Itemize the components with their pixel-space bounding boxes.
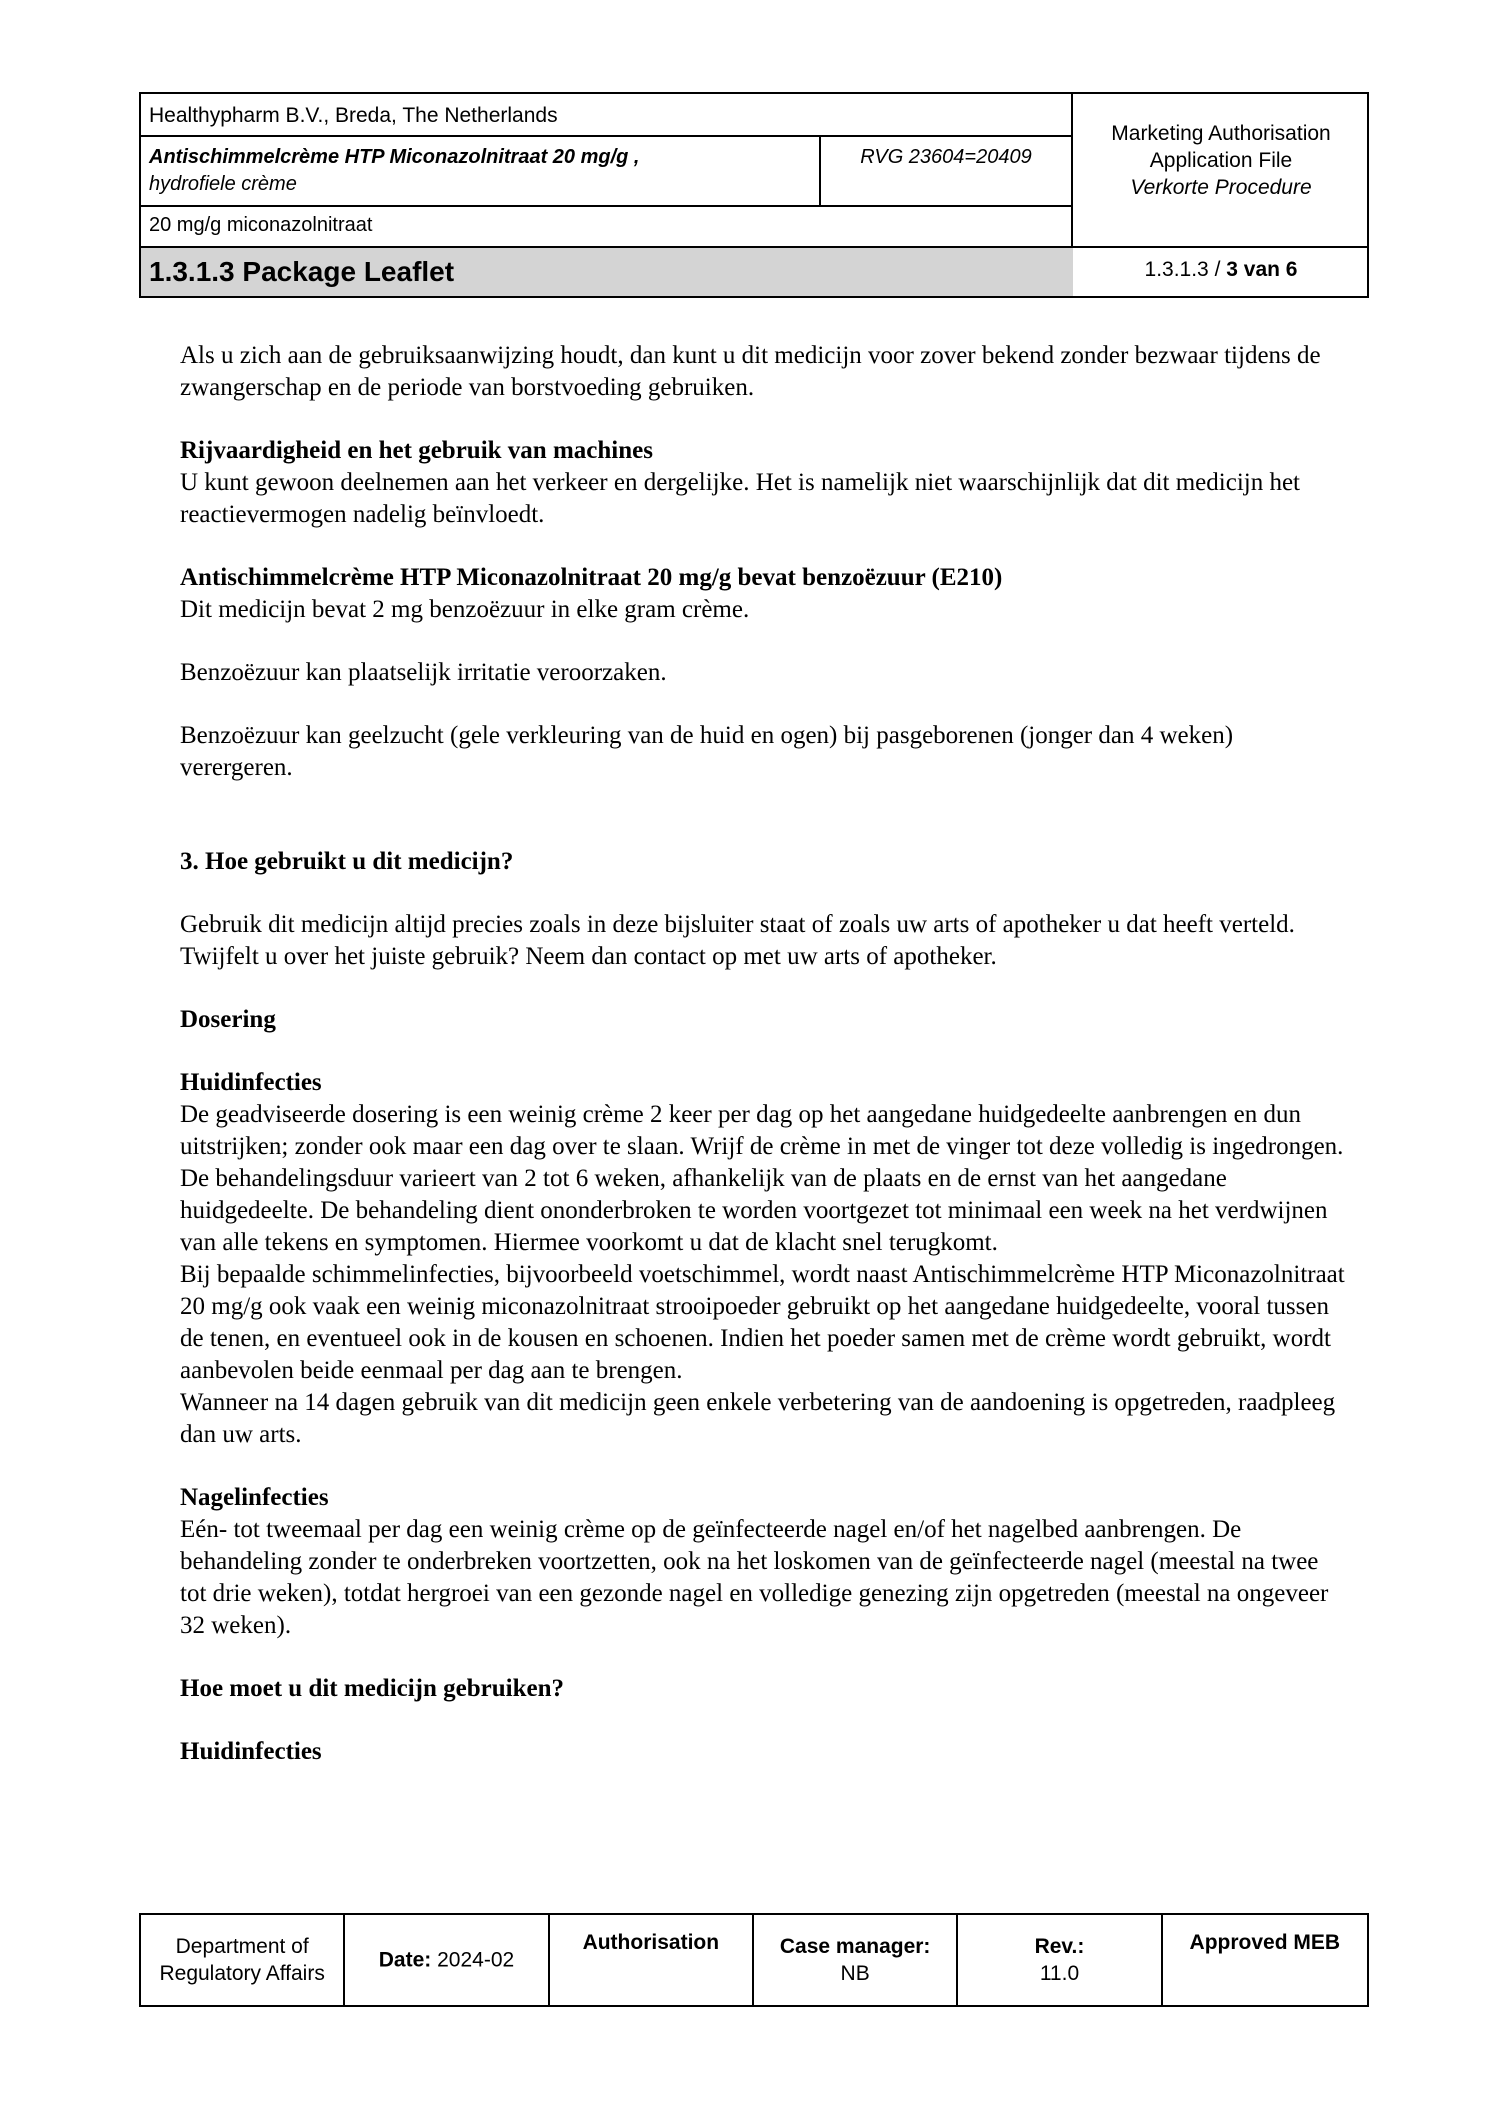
ma-application-block (1075, 120, 1367, 201)
header-divider-1 (141, 135, 1071, 137)
heading-section-3: 3. Hoe gebruikt u dit medicijn? (180, 848, 514, 875)
paragraph-driving: U kunt gewoon deelnemen aan het verkeer en dergelijke. Het is namelijk niet waarschijnlijk dat dit medicijn het reactievermogen nadelig beïnvloedt. (180, 469, 1301, 528)
paragraph-huid-1: De geadviseerde dosering is een weinig crème 2 keer per dag op het aangedane huidgedeelte aanbrengen en dun uitstrijken; zonder ook maar een dag over te slaan. Wrijf de crème in met de vinger tot deze volledig is ingedrongen. De behandelingsduur varieert van 2 tot 6 weken, afhankelijk van de plaats en de ernst van het aangedane huidgedeelte. De behandeling dient ononderbroken te worden voortgezet tot minimaal een week na het verdwijnen van alle tekens en symptomen. Hiermee voorkomt u dat de klacht snel terugkomt. (180, 1101, 1344, 1256)
revision-label: Rev.: (1034, 1935, 1085, 1958)
date-label: Date: (378, 1948, 432, 1972)
footer-revision (958, 1915, 1162, 2005)
page-number: 3 van 6 (1226, 258, 1298, 281)
paragraph-nagel: Eén- tot tweemaal per dag een weinig crème op de geïnfecteerde nagel en/of het nagelbed aanbrengen. De behandeling zonder te onderbreken voortzetten, ook na het loskomen van de geïnfecteerde nagel (meestal na twee tot drie weken), totdat hergroei van een gezonde nagel en volledige genezing zijn opgetreden (meestal na ongeveer 32 weken). (180, 1516, 1329, 1639)
company-name: Healthypharm B.V., Breda, The Netherlands (149, 104, 558, 127)
header-divider-2 (141, 205, 1071, 207)
paragraph-benzoic-3: Benzoëzuur kan geelzucht (gele verkleuring van de huid en ogen) bij pasgeborenen (jonger dan 4 weken) verergeren. (180, 722, 1234, 781)
footer-approved (1163, 1915, 1367, 2005)
section-title: 1.3.1.3 Package Leaflet (149, 256, 455, 287)
department-line-2: Regulatory Affairs (159, 1962, 325, 1985)
page-ref-code: 1.3.1.3 / (1144, 258, 1221, 281)
rvg-number: RVG 23604=20409 (860, 146, 1032, 168)
ma-line-1: Marketing Authorisation (1111, 122, 1331, 145)
heading-dosering: Dosering (180, 1006, 276, 1033)
footer-authorisation (550, 1915, 754, 2005)
product-strength: 20 mg/g miconazolnitraat (149, 214, 373, 236)
heading-nagelinfecties: Nagelinfecties (180, 1484, 329, 1511)
revision-value: 11.0 (1039, 1962, 1080, 1985)
date-value: 2024-02 (437, 1948, 515, 1972)
heading-huidinfecties-2: Huidinfecties (180, 1738, 322, 1765)
footer-department (141, 1915, 345, 2005)
paragraph-benzoic-1: Dit medicijn bevat 2 mg benzoëzuur in elke gram crème. (180, 596, 750, 623)
case-manager-label: Case manager: (779, 1935, 931, 1958)
leaflet-body (180, 340, 1350, 1768)
approved-label: Approved MEB (1189, 1931, 1341, 1954)
ma-line-3: Verkorte Procedure (1130, 176, 1312, 199)
case-manager-value: NB (840, 1962, 870, 1985)
product-form: hydrofiele crème (149, 173, 297, 195)
paragraph-pregnancy: Als u zich aan de gebruiksaanwijzing houdt, dan kunt u dit medicijn voor zover bekend zonder bezwaar tijdens de zwangerschap en de periode van borstvoeding gebruiken. (180, 342, 1321, 401)
footer-table (139, 1913, 1369, 2007)
page-reference (1075, 258, 1367, 282)
heading-huidinfecties: Huidinfecties (180, 1069, 322, 1096)
heading-hoe-gebruiken: Hoe moet u dit medicijn gebruiken? (180, 1675, 565, 1702)
paragraph-huid-3: Wanneer na 14 dagen gebruik van dit medicijn geen enkele verbetering van de aandoening is opgetreden, raadpleeg dan uw arts. (180, 1389, 1336, 1448)
ma-line-2: Application File (1149, 149, 1293, 172)
paragraph-section-3: Gebruik dit medicijn altijd precies zoals in deze bijsluiter staat of zoals uw arts of apotheker u dat heeft verteld. Twijfelt u over het juiste gebruik? Neem dan contact op met uw arts of apotheker. (180, 911, 1295, 970)
footer-case-manager (754, 1915, 958, 2005)
paragraph-huid-2: Bij bepaalde schimmelinfecties, bijvoorbeeld voetschimmel, wordt naast Antischimmelcrème HTP Miconazolnitraat 20 mg/g ook vaak een weinig miconazolnitraat strooipoeder gebruikt op het aangedane huidgedeelte, vooral tussen de tenen, en eventueel ook in de kousen en schoenen. Indien het poeder samen met de crème wordt gebruikt, wordt aanbevolen beide eenmaal per dag aan te brengen. (180, 1261, 1345, 1384)
heading-benzoic-acid: Antischimmelcrème HTP Miconazolnitraat 20 mg/g bevat benzoëzuur (E210) (180, 564, 1003, 591)
authorisation-label: Authorisation (582, 1931, 720, 1954)
product-name-block (149, 144, 640, 198)
header-table (139, 92, 1369, 298)
heading-driving: Rijvaardigheid en het gebruik van machines (180, 437, 653, 464)
department-line-1: Department of (175, 1935, 309, 1958)
product-name: Antischimmelcrème HTP Miconazolnitraat 20 mg/g , (149, 146, 640, 168)
footer-date (345, 1915, 549, 2005)
paragraph-benzoic-2: Benzoëzuur kan plaatselijk irritatie veroorzaken. (180, 659, 667, 686)
